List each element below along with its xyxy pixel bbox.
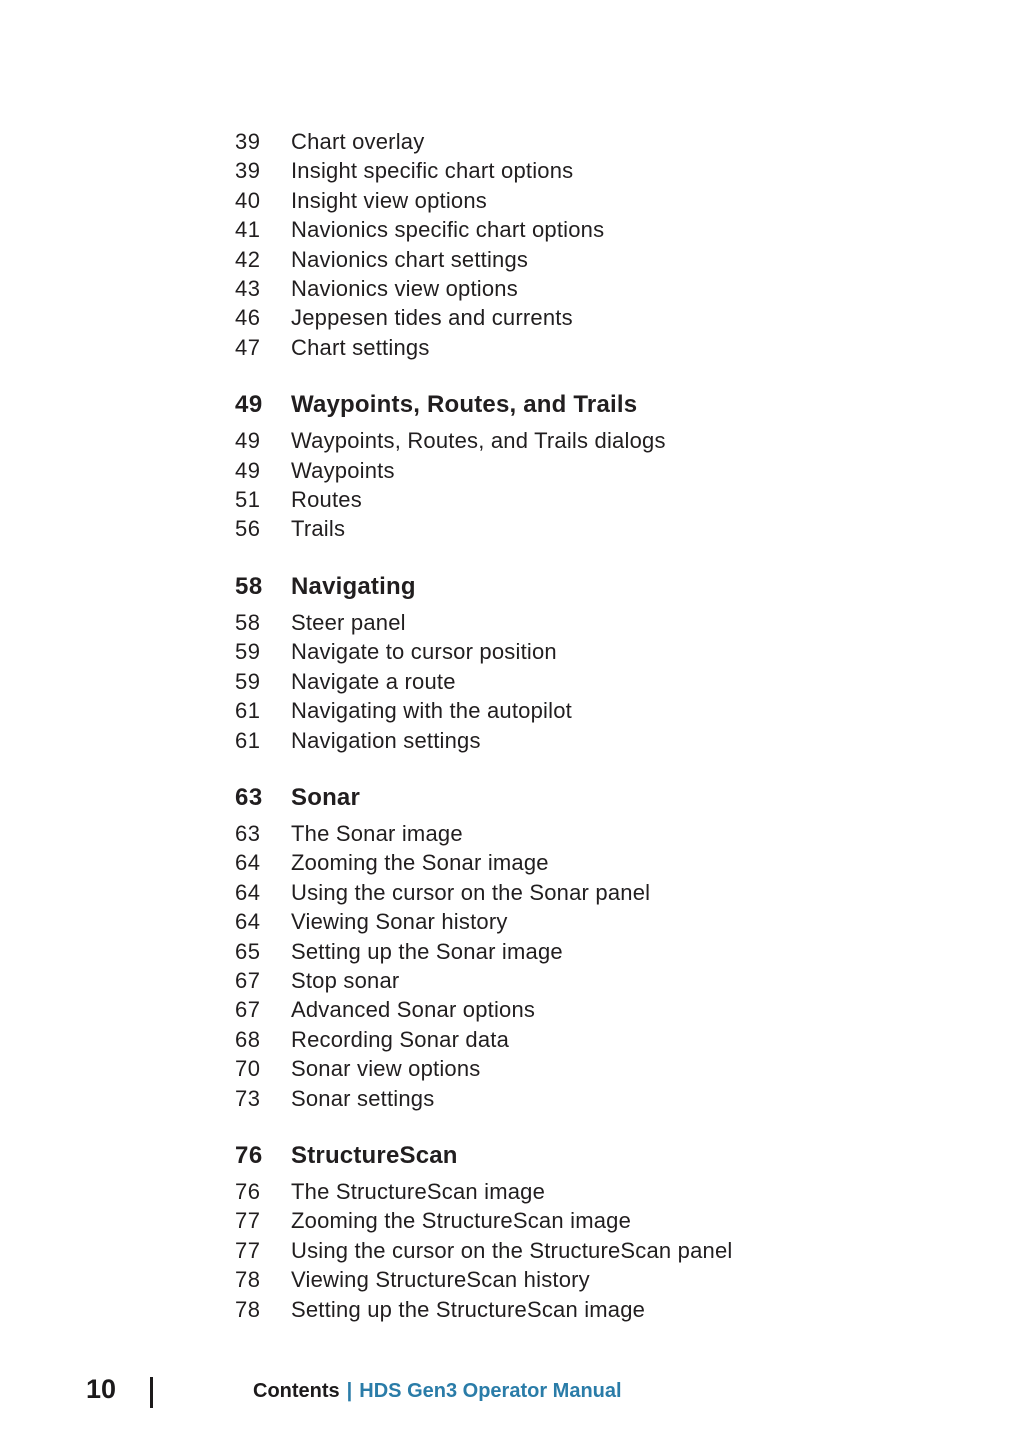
toc-page-number: 76 <box>235 1178 261 1204</box>
toc-section <box>235 1141 984 1324</box>
toc-entry <box>235 878 984 907</box>
toc-entry <box>235 637 984 666</box>
toc-title: Trails <box>291 516 346 542</box>
toc-title: Using the cursor on the Sonar panel <box>291 879 651 905</box>
toc-section <box>235 783 984 1113</box>
toc-page-number: 49 <box>235 428 261 454</box>
toc-page-number: 64 <box>235 909 261 935</box>
toc-entry <box>235 333 984 362</box>
toc-section-header <box>235 783 984 813</box>
toc-title: Insight view options <box>291 187 487 213</box>
toc-entry <box>235 274 984 303</box>
toc-entry <box>235 966 984 995</box>
toc-page-number: 63 <box>235 783 263 811</box>
toc-entry <box>235 485 984 514</box>
toc-title: Viewing Sonar history <box>291 909 508 935</box>
toc-title: Stop sonar <box>291 967 400 993</box>
toc-page-number: 51 <box>235 487 261 513</box>
toc-page-number: 41 <box>235 217 261 243</box>
toc-entry <box>235 995 984 1024</box>
toc-page-number: 70 <box>235 1056 261 1082</box>
toc-title: Sonar view options <box>291 1056 481 1082</box>
toc-entry <box>235 1236 984 1265</box>
toc-title: StructureScan <box>291 1141 458 1169</box>
toc-title: Zooming the Sonar image <box>291 850 549 876</box>
toc-page-number: 65 <box>235 938 261 964</box>
toc-page-number: 64 <box>235 850 261 876</box>
toc-page-number: 58 <box>235 572 263 600</box>
toc-page-number: 49 <box>235 391 263 419</box>
toc-title: Setting up the StructureScan image <box>291 1296 646 1322</box>
page-number: 10 <box>86 1374 117 1404</box>
toc-entry <box>235 456 984 485</box>
page-footer <box>0 1368 1024 1428</box>
toc-title: The Sonar image <box>291 820 463 846</box>
toc-title: Waypoints <box>291 457 395 483</box>
toc-section <box>235 390 984 544</box>
toc-title: Setting up the Sonar image <box>291 938 563 964</box>
toc-entry <box>235 186 984 215</box>
toc-entry <box>235 726 984 755</box>
toc-page-number: 76 <box>235 1141 263 1169</box>
toc-title: Navionics specific chart options <box>291 217 605 243</box>
toc-page-number: 77 <box>235 1208 261 1234</box>
toc-title: Jeppesen tides and currents <box>291 305 573 331</box>
toc-title: Navionics chart settings <box>291 246 529 272</box>
footer-pipe: | <box>346 1380 353 1402</box>
toc-entry <box>235 1054 984 1083</box>
toc-page-number: 68 <box>235 1026 261 1052</box>
toc-title: Waypoints, Routes, and Trails dialogs <box>291 428 666 454</box>
toc-title: Navigating <box>291 572 416 600</box>
toc-entry <box>235 819 984 848</box>
toc-title: Navionics view options <box>291 276 518 302</box>
toc-page-number: 67 <box>235 997 261 1023</box>
toc-entry <box>235 1265 984 1294</box>
toc-section <box>235 572 984 755</box>
toc-title: Sonar settings <box>291 1085 435 1111</box>
toc-title: Zooming the StructureScan image <box>291 1208 632 1234</box>
toc-entry <box>235 667 984 696</box>
toc-title: Navigating with the autopilot <box>291 698 572 724</box>
toc-page-number: 78 <box>235 1296 261 1322</box>
toc-section <box>235 127 984 362</box>
toc-page-number: 64 <box>235 879 261 905</box>
toc-page-number: 40 <box>235 187 261 213</box>
footer-section-label: Contents <box>253 1380 340 1402</box>
toc-section-header <box>235 572 984 602</box>
toc-title: Steer panel <box>291 609 406 635</box>
toc-page-number: 56 <box>235 516 261 542</box>
toc-section-header <box>235 1141 984 1171</box>
toc-title: Insight specific chart options <box>291 158 574 184</box>
toc-entry <box>235 215 984 244</box>
toc-page-number: 63 <box>235 820 261 846</box>
toc-page-number: 58 <box>235 609 261 635</box>
toc-page-number: 59 <box>235 639 261 665</box>
toc-entry <box>235 1295 984 1324</box>
toc-page-number: 46 <box>235 305 261 331</box>
toc-entry <box>235 303 984 332</box>
toc-entry <box>235 245 984 274</box>
toc-title: Using the cursor on the StructureScan panel <box>291 1237 733 1263</box>
toc-entry <box>235 1206 984 1235</box>
footer-separator-bar <box>150 1377 153 1408</box>
toc-page-number: 61 <box>235 727 261 753</box>
toc-entry <box>235 426 984 455</box>
toc-title: Navigate to cursor position <box>291 639 557 665</box>
footer-manual-title: HDS Gen3 Operator Manual <box>359 1380 622 1402</box>
toc-title: Navigation settings <box>291 727 481 753</box>
toc-entry <box>235 1084 984 1113</box>
toc-entry <box>235 907 984 936</box>
toc-page-number: 49 <box>235 457 261 483</box>
footer-title <box>253 1380 622 1403</box>
toc-entry <box>235 937 984 966</box>
toc-title: Navigate a route <box>291 668 456 694</box>
toc-page-number: 73 <box>235 1085 261 1111</box>
toc-page-number: 78 <box>235 1267 261 1293</box>
table-of-contents <box>235 127 984 1324</box>
toc-entry <box>235 1025 984 1054</box>
toc-entry <box>235 608 984 637</box>
toc-title: Recording Sonar data <box>291 1026 510 1052</box>
toc-entry <box>235 848 984 877</box>
toc-page-number: 59 <box>235 668 261 694</box>
toc-page-number: 67 <box>235 967 261 993</box>
toc-section-header <box>235 390 984 420</box>
toc-page-number: 77 <box>235 1237 261 1263</box>
toc-title: Chart overlay <box>291 129 425 154</box>
toc-title: Routes <box>291 487 362 513</box>
toc-entry <box>235 514 984 543</box>
toc-page-number: 47 <box>235 334 261 360</box>
toc-page-number: 42 <box>235 246 261 272</box>
toc-title: Waypoints, Routes, and Trails <box>291 391 638 419</box>
toc-page-number: 39 <box>235 129 261 154</box>
toc-page-number: 43 <box>235 276 261 302</box>
toc-title: Sonar <box>291 783 361 811</box>
toc-title: Viewing StructureScan history <box>291 1267 590 1293</box>
toc-page-number: 39 <box>235 158 261 184</box>
toc-entry <box>235 156 984 185</box>
toc-entry <box>235 1177 984 1206</box>
toc-entry <box>235 127 984 156</box>
toc-title: Advanced Sonar options <box>291 997 536 1023</box>
toc-title: Chart settings <box>291 334 430 360</box>
toc-page-number: 61 <box>235 698 261 724</box>
toc-title: The StructureScan image <box>291 1178 546 1204</box>
toc-entry <box>235 696 984 725</box>
